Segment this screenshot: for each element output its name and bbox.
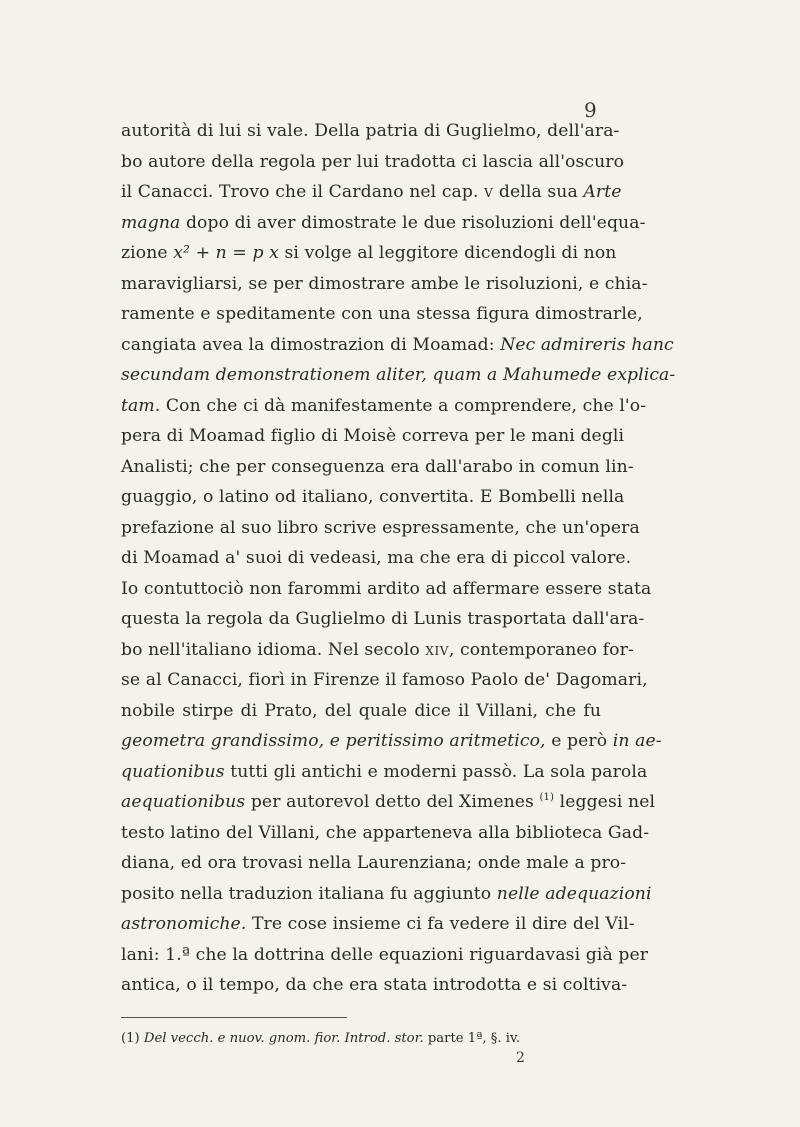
text-line: pera di Moamad figlio di Moisè correva per le mani degli (121, 426, 625, 446)
text-line: autorità di lui si vale. Della patria di Guglielmo, dell'ara- (121, 121, 620, 141)
text-line: antica, o il tempo, da che era stata introdotta e si coltiva- (121, 975, 628, 995)
footnote-title: Del vecch. e nuov. gnom. fior. Introd. stor. (143, 1031, 424, 1046)
text-line: se al Canacci, fiorì in Firenze il famoso Paolo de' Dagomari, (121, 670, 648, 690)
text-line: maravigliarsi, se per dimostrare ambe le risoluzioni, e chia- (121, 273, 648, 294)
text-line: ramente e speditamente con una stessa figura dimostrarle, (121, 304, 643, 324)
body-text (121, 116, 676, 1001)
text-line: Analisti; che per conseguenza era dall'arabo in comun lin- (121, 456, 634, 477)
text-line: bo nell'italiano idioma. Nel secolo xiv, contemporaneo for- (121, 639, 634, 660)
text-line: geometra grandissimo, e peritissimo aritmetico, e però in ae- (121, 731, 662, 751)
text-line: aequationibus per autorevol detto del Ximenes $^{(1)}$ leggesi nel (121, 792, 656, 812)
text-line: quationibus tutti gli antichi e moderni passò. La sola parola (121, 761, 648, 782)
text-line: bo autore della regola per lui tradotta ci lascia all'oscuro (121, 151, 625, 172)
signature-mark: 2 (516, 1050, 525, 1066)
text-line: tam. Con che ci dà manifestamente a comprendere, che l'o- (121, 395, 647, 416)
text-line: cangiata avea la dimostrazion di Moamad: Nec admireris hanc (121, 334, 674, 355)
text-line: questa la regola da Guglielmo di Lunis trasportata dall'ara- (121, 609, 645, 629)
text-line: diana, ed ora trovasi nella Laurenziana; onde male a pro- (121, 853, 627, 873)
footnote-reference: parte 1ª, §. iv. (427, 1031, 521, 1046)
text-line: Io contuttociò non farommi ardito ad affermare essere stata (121, 578, 652, 599)
text-line: il Canacci. Trovo che il Cardano nel cap. v della sua Arte (121, 182, 622, 202)
page-number: 9 (584, 98, 597, 122)
text-line: nobile stirpe di Prato, del quale dice il Villani, che fu (121, 700, 601, 721)
text-line: secundam demonstrationem aliter, quam a Mahumede explica- (121, 365, 676, 385)
text-line: zione x² + n = p x si volge al leggitore dicendogli di non (121, 243, 617, 263)
equation: x² + n = p x (173, 243, 279, 263)
text-line: astronomiche. Tre cose insieme ci fa vedere il dire del Vil- (121, 914, 635, 934)
footnote (121, 1030, 601, 1048)
footnote-number: (1) (121, 1031, 140, 1046)
text-line: prefazione al suo libro scrive espressamente, che un'opera (121, 517, 640, 538)
text-line: lani: 1.ª che la dottrina delle equazioni riguardavasi già per (121, 944, 649, 965)
text-line: magna dopo di aver dimostrate le due risoluzioni dell'equa- (121, 212, 646, 233)
text-line: testo latino del Villani, che apparteneva alla biblioteca Gad- (121, 822, 650, 843)
text-line: guaggio, o latino od italiano, convertita. E Bombelli nella (121, 487, 625, 507)
footnote-divider (121, 1017, 347, 1018)
footnote-marker: (1) (539, 792, 555, 803)
text-line: di Moamad a' suoi di vedeasi, ma che era di piccol valore. (121, 548, 632, 568)
text-line: posito nella traduzion italiana fu aggiunto nelle adequazioni (121, 883, 652, 904)
